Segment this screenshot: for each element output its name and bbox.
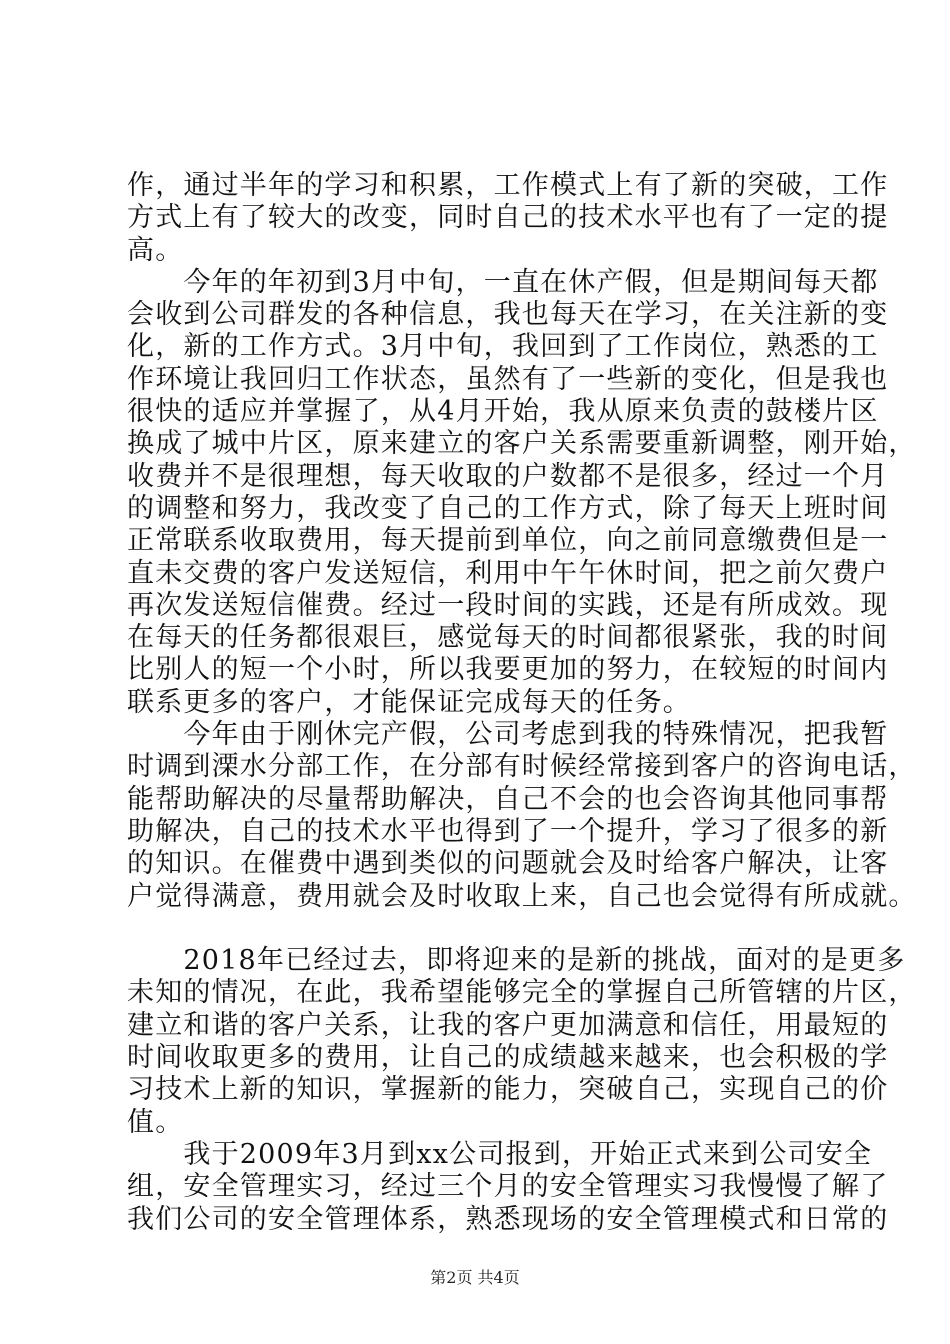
text-line: 换成了城中片区，原来建立的客户关系需要重新调整，刚开始， — [127, 428, 917, 460]
text-line: 正常联系收取费用，每天提前到单位，向之前同意缴费但是一 — [127, 525, 889, 557]
text-line: 习技术上新的知识，掌握新的能力，突破自己，实现自己的价 — [127, 1074, 889, 1106]
text-line: 今年的年初到3月中旬，一直在休产假，但是期间每天都 — [127, 266, 879, 298]
text-line: 今年由于刚休完产假，公司考虑到我的特殊情况，把我暂 — [127, 719, 889, 751]
text-line: 收费并不是很理想，每天收取的户数都不是很多，经过一个月 — [127, 460, 889, 492]
text-line: 的知识。在催费中遇到类似的问题就会及时给客户解决，让客 — [127, 848, 889, 880]
text-line: 建立和谐的客户关系，让我的客户更加满意和信任，用最短的 — [127, 1009, 889, 1041]
text-line: 在每天的任务都很艰巨，感觉每天的时间都很紧张，我的时间 — [127, 622, 889, 654]
text-line: 组，安全管理实习，经过三个月的安全管理实习我慢慢了解了 — [127, 1171, 889, 1203]
text-line: 的调整和努力，我改变了自己的工作方式，除了每天上班时间 — [127, 492, 889, 524]
text-line: 方式上有了较大的改变，同时自己的技术水平也有了一定的提 — [127, 202, 889, 234]
text-line: 能帮助解决的尽量帮助解决，自己不会的也会咨询其他同事帮 — [127, 783, 889, 815]
text-line: 会收到公司群发的各种信息，我也每天在学习，在关注新的变 — [127, 299, 889, 331]
text-line: 作，通过半年的学习和积累，工作模式上有了新的突破，工作 — [127, 170, 889, 201]
text-line: 直未交费的客户发送短信，利用中午午休时间，把之前欠费户 — [127, 557, 889, 589]
text-line: 化，新的工作方式。3月中旬，我回到了工作岗位，熟悉的工 — [127, 331, 879, 363]
text-line: 户觉得满意，费用就会及时收取上来，自己也会觉得有所成就。 — [127, 880, 917, 912]
text-line: 值。 — [127, 1106, 184, 1138]
text-line: 再次发送短信催费。经过一段时间的实践，还是有所成效。现 — [127, 589, 889, 621]
text-line: 高。 — [127, 234, 184, 266]
text-line: 联系更多的客户，才能保证完成每天的任务。 — [127, 686, 691, 718]
page-footer — [0, 1267, 950, 1289]
text-line: 助解决，自己的技术水平也得到了一个提升，学习了很多的新 — [127, 815, 889, 847]
paragraph-spacer — [127, 913, 827, 945]
page-number-label: 第2页 共4页 — [430, 1268, 520, 1287]
document-body — [127, 170, 917, 1236]
text-line: 我于2009年3月到xx公司报到，开始正式来到公司安全 — [127, 1138, 873, 1170]
text-line: 时调到溧水分部工作，在分部有时候经常接到客户的咨询电话， — [127, 751, 917, 783]
text-line: 比别人的短一个小时，所以我要更加的努力，在较短的时间内 — [127, 654, 889, 686]
text-line: 2018年已经过去，即将迎来的是新的挑战，面对的是更多 — [127, 945, 906, 977]
text-line: 很快的适应并掌握了，从4月开始，我从原来负责的鼓楼片区 — [127, 396, 879, 428]
text-line: 作环境让我回归工作状态，虽然有了一些新的变化，但是我也 — [127, 363, 889, 395]
text-line: 我们公司的安全管理体系，熟悉现场的安全管理模式和日常的 — [127, 1203, 889, 1235]
text-line: 未知的情况，在此，我希望能够完全的掌握自己所管辖的片区， — [127, 977, 917, 1009]
text-line: 时间收取更多的费用，让自己的成绩越来越来，也会积极的学 — [127, 1042, 889, 1074]
